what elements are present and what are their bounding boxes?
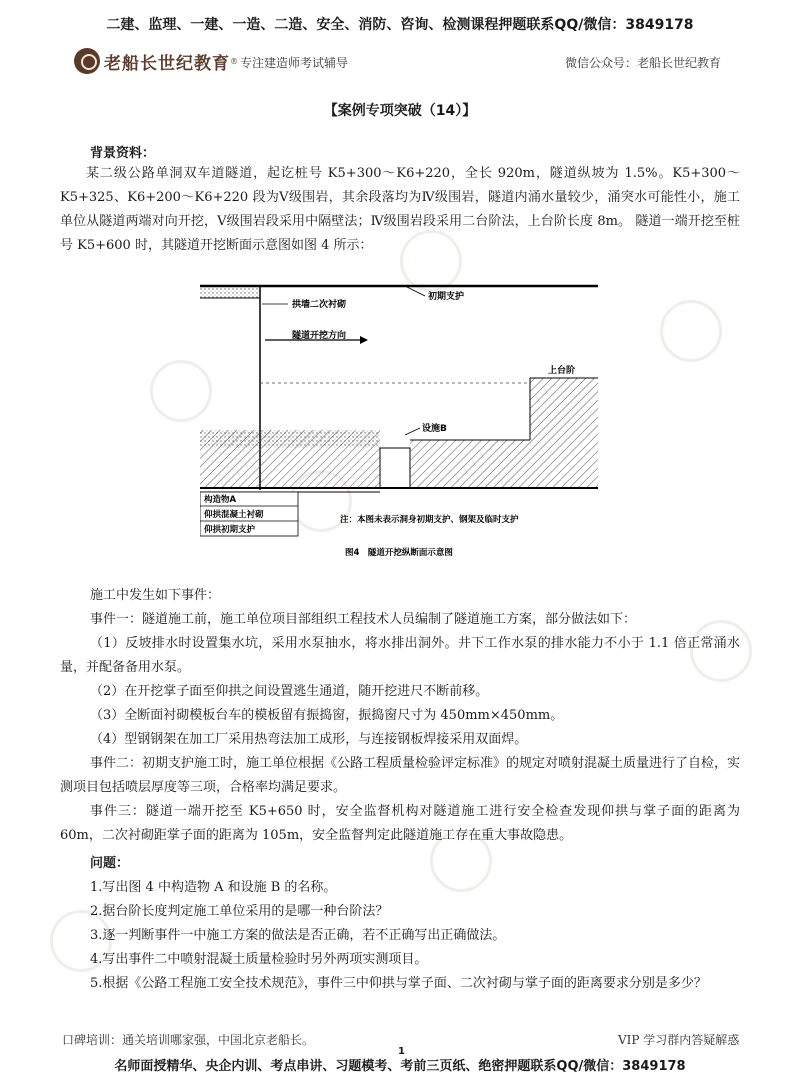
invert-block-right <box>410 440 530 488</box>
figure-note: 注：本图未表示洞身初期支护、钢架及临时支护 <box>340 515 519 525</box>
background-text: 某二级公路单洞双车道隧道，起讫桩号 K5+300～K6+220，全长 920m，隧道纵坡为 1.5%。K5+300～K5+325、K6+200～K6+220 段为Ⅴ级围岩，其余段落均为Ⅳ级围岩，隧道内涌水量较少，涌突水可能性小，施工单位从隧道两端对向开挖，Ⅴ级围岩段采用中隔壁法；Ⅳ级围岩段采用二台阶法，上台阶长度 8m。 隧道一端开挖至桩号 K5+600 时，其隧道开挖断面示意图如图 4 所示： <box>60 166 740 253</box>
questions-heading: 问题： <box>90 856 130 871</box>
top-banner: 二建、监理、一建、一造、二造、安全、消防、咨询、检测课程押题联系QQ/微信：3849178 <box>106 17 694 33</box>
facility-b-gap <box>380 448 410 488</box>
logo-text: 老船长世纪教育 <box>104 53 230 74</box>
registered-mark: ® <box>230 56 238 66</box>
label-direction: 隧道开挖方向 <box>292 331 347 341</box>
brand-logo <box>74 46 238 76</box>
header-wechat: 微信公众号：老船长世纪教育 <box>565 56 722 70</box>
event2-text: 事件二：初期支护施工时，施工单位根据《公路工程质量检验评定标准》的规定对喷射混凝土质量进行了自检，实测项目包括喷层厚度等三项，合格率均满足要求。 <box>60 756 741 795</box>
label-arch-lining: 拱墙二次衬砌 <box>292 300 347 310</box>
watermark-seal <box>660 300 722 362</box>
question-3: 3.逐一判断事件一中施工方案的做法是否正确，若不正确写出正确做法。 <box>90 928 506 943</box>
page-title: 【案例专项突破（14）】 <box>323 103 477 119</box>
label-structure-a: 构造物A <box>204 495 237 505</box>
footer-vip: VIP 学习群内答疑解惑 <box>618 1033 740 1047</box>
event1-item2: （2）在开挖掌子面至仰拱之间设置逃生通道，随开挖进尺不断前移。 <box>90 684 489 699</box>
event1-item4: （4）型钢钢架在加工厂采用热弯法加工成形，与连接钢板焊接采用双面焊。 <box>90 732 528 747</box>
label-facility-b: 设施B <box>422 424 447 434</box>
arrow-head-icon <box>360 336 368 344</box>
invert-fill-layer <box>200 430 380 448</box>
event1-item1: （1）反坡排水时设置集水坑，采用水泵抽水，将水排出洞外。井下工作水泵的排水能力不小于 1.1 倍正常涌水量，并配备备用水泵。 <box>60 636 740 675</box>
event3-text: 事件三：隧道一端开挖至 K5+650 时，安全监督机构对隧道施工进行安全检查发现仰拱与掌子面的距离为 60m，二次衬砌距掌子面的距离为 105m，安全监督判定此隧道施工存在重大事故隐患。 <box>60 804 740 843</box>
question-2: 2.据台阶长度判定施工单位采用的是哪一种台阶法？ <box>90 904 389 919</box>
helm-logo-icon <box>74 48 100 74</box>
label-invert-support: 仰拱初期支护 <box>204 525 256 535</box>
header-tagline: 专注建造师考试辅导 <box>240 56 349 70</box>
background-heading: 背景资料： <box>90 146 156 161</box>
question-4: 4.写出事件二中喷射混凝土质量检验时另外两项实测项目。 <box>90 952 428 967</box>
figure-caption: 图4 隧道开挖纵断面示意图 <box>345 548 453 558</box>
event1-item3: （3）全断面衬砌模板台车的模板留有振捣窗，振捣窗尺寸为 450mm×450mm。 <box>90 708 564 723</box>
label-upper-bench: 上台阶 <box>548 366 576 376</box>
event1-intro: 事件一：隧道施工前，施工单位项目部组织工程技术人员编制了隧道施工方案，部分做法如下： <box>90 612 637 627</box>
question-1: 1.写出图 4 中构造物 A 和设施 B 的名称。 <box>90 880 337 895</box>
arch-lining-band <box>200 286 260 298</box>
page-number: 1 <box>398 1046 405 1057</box>
question-5: 5.根据《公路工程施工安全技术规范》，事件三中仰拱与掌子面、二次衬砌与掌子面的距离要求分别是多少？ <box>90 976 707 991</box>
footer-slogan: 口碑培训：通关培训哪家强，中国北京老船长。 <box>62 1033 315 1047</box>
upper-bench <box>530 378 598 488</box>
events-intro: 施工中发生如下事件： <box>90 588 221 603</box>
footer-banner: 名师面授精华、央企内训、考点串讲、习题模考、考前三页纸、绝密押题联系QQ/微信：3849178 <box>114 1059 686 1074</box>
tunnel-section-diagram <box>200 280 605 565</box>
label-initial-support: 初期支护 <box>428 292 465 302</box>
label-invert-concrete: 仰拱混凝土衬砌 <box>204 510 264 520</box>
